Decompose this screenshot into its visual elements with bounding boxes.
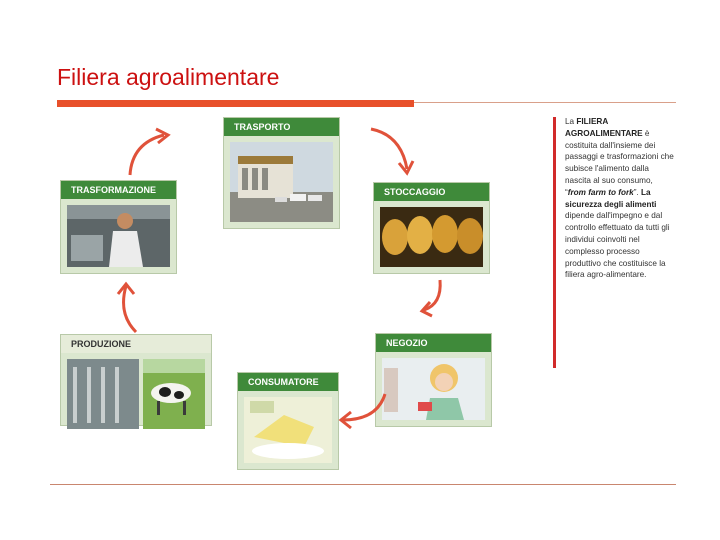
arrow-stoccaggio-to-negozio-icon bbox=[412, 276, 452, 318]
stage-label-negozio: NEGOZIO bbox=[376, 334, 491, 352]
stage-trasporto bbox=[223, 117, 340, 229]
desc-filiera-bold: FILIERA AGROALIMENTARE bbox=[565, 117, 643, 138]
cheese-storage-photo bbox=[380, 207, 483, 267]
desc-intro: La bbox=[565, 117, 577, 126]
stage-produzione bbox=[60, 334, 212, 426]
description-text bbox=[565, 116, 675, 281]
stage-label-consumatore: CONSUMATORE bbox=[238, 373, 338, 391]
page-title: Filiera agroalimentare bbox=[57, 64, 280, 90]
desc-farm-to-fork: from farm to fork bbox=[567, 187, 634, 197]
arrow-trasporto-to-stoccaggio-icon bbox=[365, 125, 420, 180]
stage-trasformazione bbox=[60, 180, 177, 274]
stage-consumatore bbox=[237, 372, 339, 470]
stage-label-produzione: PRODUZIONE bbox=[61, 335, 211, 353]
stage-label-trasporto: TRASPORTO bbox=[224, 118, 339, 136]
arrow-negozio-to-consumatore-icon bbox=[335, 390, 390, 430]
description-accent-bar bbox=[553, 117, 556, 368]
arrow-produzione-to-trasformazione-icon bbox=[110, 280, 150, 335]
desc-part3: ”. bbox=[633, 187, 641, 197]
warehouse-photo bbox=[230, 142, 333, 222]
stage-label-stoccaggio: STOCCAGGIO bbox=[374, 183, 489, 201]
title-rule bbox=[414, 102, 676, 103]
stage-negozio bbox=[375, 333, 492, 427]
bottom-rule bbox=[50, 484, 676, 485]
desc-sicurezza-bold: La sicurezza degli alimenti bbox=[565, 187, 657, 209]
worker-photo bbox=[67, 205, 170, 267]
title-underline bbox=[57, 100, 414, 107]
farm-photo bbox=[67, 359, 205, 429]
arrow-trasformazione-to-trasporto-icon bbox=[120, 125, 180, 180]
desc-part4: dipende dall'impegno e dal controllo effettuato da tutti gli individui coinvolti nel complesso processo produttivo che costituisce la filiera agro-alimentare. bbox=[565, 211, 670, 280]
shop-photo bbox=[382, 358, 485, 420]
desc-part2: è costituita dall'insieme dei passaggi e trasformazioni che subisce l'alimento dalla nascita al suo consumo, “ bbox=[565, 128, 674, 197]
stage-stoccaggio bbox=[373, 182, 490, 274]
stage-label-trasformazione: TRASFORMAZIONE bbox=[61, 181, 176, 199]
cheese-plate-photo bbox=[244, 397, 332, 463]
